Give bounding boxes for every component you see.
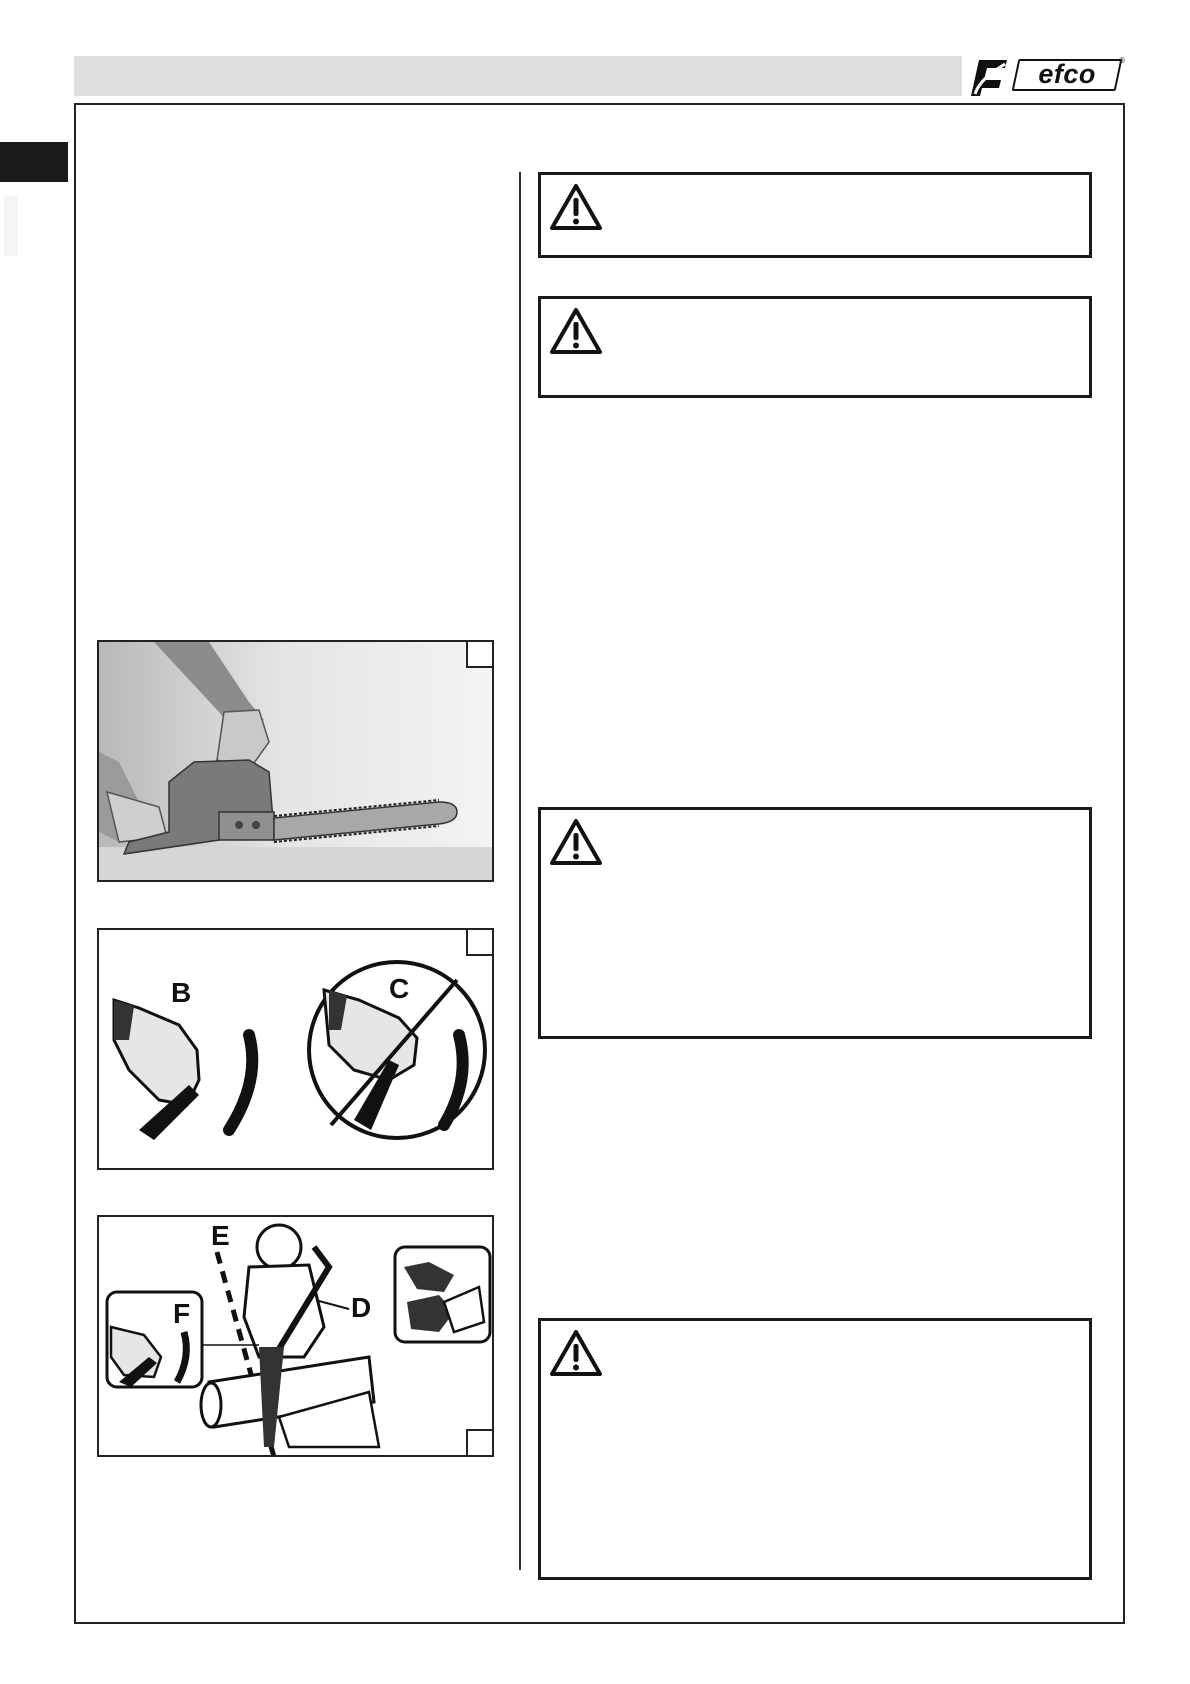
warning-triangle-icon — [549, 307, 603, 355]
warning-triangle-icon — [549, 818, 603, 866]
chainsaw-starting-photo — [99, 642, 494, 882]
warning-box-3 — [538, 807, 1092, 1039]
grip-illustration — [99, 930, 494, 1170]
registered-mark: ® — [1119, 56, 1125, 65]
label-b: B — [171, 977, 192, 1008]
efco-wordmark — [1012, 59, 1123, 91]
label-e: E — [211, 1220, 230, 1251]
warning-box-4 — [538, 1318, 1092, 1580]
warning-triangle-icon — [549, 183, 603, 231]
label-d: D — [351, 1292, 372, 1323]
figure-grip — [97, 928, 494, 1170]
warning-box-2 — [538, 296, 1092, 398]
efco-logo — [965, 56, 1125, 98]
efco-leaf-icon — [965, 58, 1011, 98]
language-tab — [0, 142, 68, 182]
language-tab-shadow — [4, 196, 18, 256]
figure-number-box — [466, 1429, 494, 1457]
figure-number-box — [466, 640, 494, 668]
figure-number-box — [466, 928, 494, 956]
figure-starting-photo — [97, 640, 494, 882]
column-divider — [519, 172, 521, 1570]
warning-triangle-icon — [549, 1329, 603, 1377]
cutting-posture-illustration — [99, 1217, 494, 1457]
brand-name: efco — [1038, 59, 1096, 89]
label-f: F — [173, 1298, 191, 1329]
warning-box-1 — [538, 172, 1092, 258]
figure-cutting-posture — [97, 1215, 494, 1457]
label-c: C — [389, 973, 410, 1004]
header-bar — [74, 56, 962, 96]
